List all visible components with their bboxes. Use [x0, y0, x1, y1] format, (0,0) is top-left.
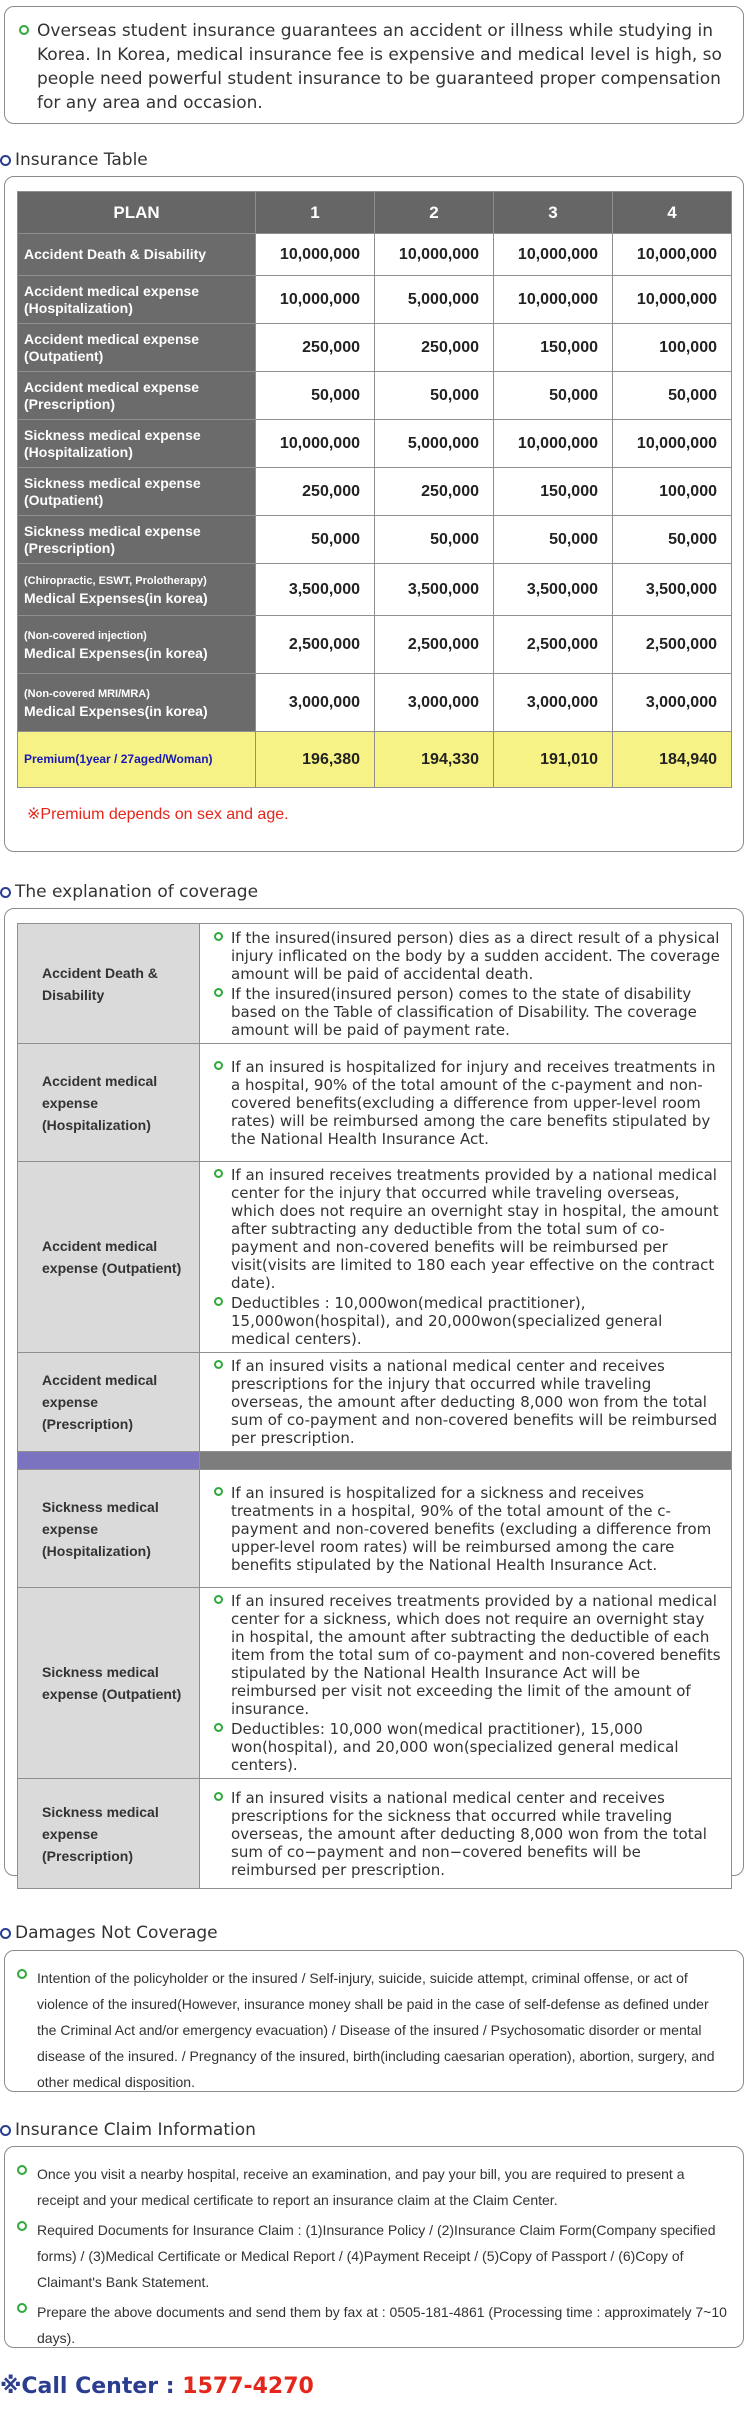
coverage-amount-cell: 150,000: [494, 324, 613, 372]
table-row: [18, 276, 732, 324]
coverage-amount-cell: 3,500,000: [613, 564, 732, 616]
table-row: [18, 468, 732, 516]
green-circle-icon: [214, 1595, 223, 1604]
claim-item: Prepare the above documents and send them by fax at : 0505-181-4861 (Processing time : approximately 7~10 days).: [37, 2304, 727, 2346]
blue-circle-icon: [0, 887, 11, 898]
coverage-row-description: [200, 1162, 732, 1353]
coverage-label-text: Accident medical expense (Hospitalization): [24, 282, 200, 316]
coverage-item: [214, 1357, 721, 1447]
table-row: [18, 234, 732, 276]
green-circle-icon: [19, 25, 29, 35]
coverage-amount-cell: 250,000: [256, 324, 375, 372]
green-circle-icon: [214, 1723, 223, 1732]
coverage-label: [18, 420, 256, 468]
coverage-row-description: [200, 1779, 732, 1889]
coverage-amount-cell: 10,000,000: [256, 276, 375, 324]
coverage-item-text: If an insured visits a national medical center and receives prescriptions for the injury that occurred while traveling overseas, the amount after deducting 8,000 won from the total sum of co-payment and non-covered benefits will be reimbursed per prescription.: [231, 1357, 718, 1447]
coverage-label: [18, 516, 256, 564]
coverage-amount-cell: 10,000,000: [494, 234, 613, 276]
coverage-item-text: If an insured receives treatments provided by a national medical center for the injury that occurred while traveling overseas, which does not require an overnight stay in hospital, the amount after subtracting any deductible from the total sum of co-payment and non-covered benefits will be reimbursed per visit(visits are limited to 180 each year effective on the contract date).: [231, 1166, 719, 1292]
coverage-item: [214, 1789, 721, 1879]
coverage-amount-cell: 50,000: [494, 372, 613, 420]
coverage-row: [18, 924, 732, 1044]
damages-heading: [0, 1923, 218, 1943]
coverage-sublabel: (Non-covered MRI/MRA): [24, 687, 150, 700]
premium-amount-cell: 191,010: [494, 732, 613, 788]
coverage-label-text: Sickness medical expense (Prescription): [24, 522, 201, 556]
coverage-item-text: If an insured is hospitalized for injury and receives treatments in a hospital, 90% of the total amount of the c-payment and non-covered benefits(excluding a difference from upper-level room rates) will be reimbursed among the care benefits stipulated by the National Health Insurance Act.: [231, 1057, 716, 1148]
green-circle-icon: [214, 1169, 223, 1178]
coverage-row-label: Sickness medical expense (Hospitalization): [18, 1470, 200, 1588]
green-circle-icon: [214, 988, 223, 997]
coverage-row-description: [200, 924, 732, 1044]
premium-row: [18, 732, 732, 788]
premium-amount-cell: 196,380: [256, 732, 375, 788]
coverage-item-text: Deductibles: 10,000 won(medical practitioner), 15,000 won(hospital), and 20,000 won(specialized general medical centers).: [231, 1720, 679, 1774]
coverage-amount-cell: 2,500,000: [375, 616, 494, 674]
coverage-row-label: Sickness medical expense (Outpatient): [18, 1588, 200, 1779]
coverage-amount-cell: 100,000: [613, 468, 732, 516]
coverage-row-label: Accident medical expense (Hospitalization): [18, 1044, 200, 1162]
coverage-item: [214, 985, 721, 1039]
coverage-item-text: If an insured is hospitalized for a sickness and receives treatments in a hospital, 90% of the total amount of the c-payment and non-covered benefits (excluding a difference from upper-level room rates) will be reimbursed among the care benefits stipulated by the National Health Insurance Act.: [231, 1483, 712, 1574]
coverage-item: [214, 1484, 721, 1574]
table-row: [18, 516, 732, 564]
plan-header: PLAN: [18, 192, 256, 234]
green-circle-icon: [214, 1360, 223, 1369]
damages-title: Damages Not Coverage: [15, 1923, 218, 1943]
coverage-amount-cell: 50,000: [494, 516, 613, 564]
coverage-item: [214, 929, 721, 983]
claim-item: Required Documents for Insurance Claim : (1)Insurance Policy / (2)Insurance Claim Form(Company specified forms) / (3)Medical Certificate or Medical Report / (4)Payment Receipt / (5)Copy of Passport / (6)Copy of Claimant's Bank Statement.: [37, 2222, 716, 2290]
claim-box: [4, 2146, 744, 2348]
table-row: [18, 616, 732, 674]
intro-text: Overseas student insurance guarantees an accident or illness while studying in Korea. In Korea, medical insurance fee is expensive and medical level is high, so people need powerful student insurance to be guaranteed proper compensation for any area and occasion.: [37, 21, 722, 113]
coverage-row: [18, 1353, 732, 1452]
coverage-amount-cell: 3,500,000: [494, 564, 613, 616]
plan-4-header: 4: [613, 192, 732, 234]
coverage-item-text: Deductibles : 10,000won(medical practitioner), 15,000won(hospital), and 20,000won(specialized general medical centers).: [231, 1294, 663, 1348]
green-circle-icon: [214, 1061, 223, 1070]
coverage-label: [18, 616, 256, 674]
coverage-table: [17, 923, 732, 1889]
coverage-item: [214, 1294, 721, 1348]
divider-cell: [18, 1452, 200, 1470]
coverage-amount-cell: 10,000,000: [256, 234, 375, 276]
plan-1-header: 1: [256, 192, 375, 234]
green-circle-icon: [17, 2221, 27, 2231]
coverage-row-label: Accident Death & Disability: [18, 924, 200, 1044]
coverage-amount-cell: 3,000,000: [375, 674, 494, 732]
damages-box: [4, 1950, 744, 2092]
coverage-row-description: [200, 1588, 732, 1779]
blue-circle-icon: [0, 1928, 11, 1939]
section-divider: [18, 1452, 732, 1470]
claim-item: Once you visit a nearby hospital, receive an examination, and pay your bill, you are required to present a receipt and your medical certificate to report an insurance claim at the Claim Center.: [37, 2166, 685, 2208]
coverage-row-description: [200, 1353, 732, 1452]
coverage-row-label: Accident medical expense (Outpatient): [18, 1162, 200, 1353]
coverage-amount-cell: 50,000: [256, 372, 375, 420]
coverage-amount-cell: 10,000,000: [613, 276, 732, 324]
premium-amount-cell: 194,330: [375, 732, 494, 788]
green-circle-icon: [214, 1792, 223, 1801]
claim-title: Insurance Claim Information: [15, 2120, 256, 2140]
coverage-amount-cell: 3,000,000: [256, 674, 375, 732]
coverage-label: [18, 468, 256, 516]
table-header-row: [18, 192, 732, 234]
coverage-amount-cell: 10,000,000: [375, 234, 494, 276]
coverage-label-text: Accident medical expense (Outpatient): [24, 330, 200, 364]
coverage-row: [18, 1588, 732, 1779]
coverage-amount-cell: 3,000,000: [613, 674, 732, 732]
coverage-box: [4, 908, 744, 1879]
coverage-row-description: [200, 1044, 732, 1162]
green-circle-icon: [214, 932, 223, 941]
green-circle-icon: [17, 2303, 27, 2313]
coverage-amount-cell: 250,000: [375, 468, 494, 516]
coverage-label-text: Accident medical expense (Prescription): [24, 378, 200, 412]
insurance-table-box: [4, 176, 744, 852]
coverage-label-text: Accident Death & Disability: [24, 246, 207, 262]
coverage-item-text: If the insured(insured person) comes to the state of disability based on the Table of classification of Disability. The coverage amount will be paid of payment rate.: [231, 984, 697, 1039]
coverage-amount-cell: 3,500,000: [375, 564, 494, 616]
coverage-amount-cell: 50,000: [375, 516, 494, 564]
coverage-amount-cell: 50,000: [375, 372, 494, 420]
coverage-amount-cell: 10,000,000: [494, 420, 613, 468]
coverage-label: [18, 324, 256, 372]
coverage-item-text: If an insured receives treatments provided by a national medical center for a sickness, which does not require an overnight stay in hospital, the amount after subtracting the deductible of each item from the total sum of co-payment and non-covered benefits stipulated by the National Health Insurance Act will be reimbursed per visit not exceeding the limit of the amount of insurance.: [231, 1592, 721, 1718]
coverage-amount-cell: 250,000: [375, 324, 494, 372]
coverage-label: [18, 564, 256, 616]
plan-2-header: 2: [375, 192, 494, 234]
insurance-table: [17, 191, 732, 788]
blue-circle-icon: [0, 155, 11, 166]
coverage-item-text: If the insured(insured person) dies as a direct result of a physical injury inflicated on the body by a sudden accident. The coverage amount will be paid of accidental death.: [231, 928, 720, 983]
coverage-label-text: Medical Expenses(in korea): [24, 589, 208, 606]
coverage-label-text: Sickness medical expense (Outpatient): [24, 474, 201, 508]
blue-circle-icon: [0, 2125, 11, 2136]
table-row: [18, 372, 732, 420]
coverage-item: [214, 1166, 721, 1292]
green-circle-icon: [17, 1969, 27, 1979]
coverage-amount-cell: 5,000,000: [375, 420, 494, 468]
coverage-row: [18, 1044, 732, 1162]
green-circle-icon: [214, 1487, 223, 1496]
coverage-row-label: Sickness medical expense (Prescription): [18, 1779, 200, 1889]
coverage-amount-cell: 10,000,000: [256, 420, 375, 468]
table-row: [18, 324, 732, 372]
coverage-label-text: Medical Expenses(in korea): [24, 644, 208, 661]
coverage-row: [18, 1779, 732, 1889]
coverage-item: [214, 1058, 721, 1148]
coverage-amount-cell: 3,500,000: [256, 564, 375, 616]
coverage-label: [18, 276, 256, 324]
coverage-amount-cell: 2,500,000: [494, 616, 613, 674]
call-center-label: ※Call Center :: [0, 2374, 183, 2399]
coverage-amount-cell: 50,000: [613, 372, 732, 420]
table-row: [18, 674, 732, 732]
coverage-item: [214, 1720, 721, 1774]
coverage-row-label: Accident medical expense (Prescription): [18, 1353, 200, 1452]
coverage-sublabel: (Non-covered injection): [24, 629, 147, 642]
coverage-label: [18, 674, 256, 732]
coverage-label-text: Sickness medical expense (Hospitalization): [24, 426, 201, 460]
claim-heading: [0, 2120, 256, 2140]
premium-note: ※Premium depends on sex and age.: [27, 806, 289, 823]
coverage-title: The explanation of coverage: [15, 882, 259, 902]
coverage-row: [18, 1162, 732, 1353]
coverage-amount-cell: 50,000: [613, 516, 732, 564]
coverage-amount-cell: 150,000: [494, 468, 613, 516]
coverage-sublabel: (Chiropractic, ESWT, Prolotherapy): [24, 574, 207, 587]
call-center-number[interactable]: 1577-4270: [182, 2374, 314, 2399]
coverage-label-text: Medical Expenses(in korea): [24, 702, 208, 719]
coverage-amount-cell: 3,000,000: [494, 674, 613, 732]
coverage-item-text: If an insured visits a national medical center and receives prescriptions for the sickness that occurred while traveling overseas, the amount after deducting 8,000 won from the total sum of co−payment and non−covered benefits will be reimbursed per prescription.: [231, 1788, 707, 1879]
coverage-amount-cell: 250,000: [256, 468, 375, 516]
coverage-row: [18, 1470, 732, 1588]
table-row: [18, 420, 732, 468]
coverage-amount-cell: 10,000,000: [613, 234, 732, 276]
coverage-amount-cell: 10,000,000: [613, 420, 732, 468]
plan-3-header: 3: [494, 192, 613, 234]
coverage-amount-cell: 50,000: [256, 516, 375, 564]
coverage-amount-cell: 100,000: [613, 324, 732, 372]
damages-text: Intention of the policyholder or the insured / Self-injury, suicide, suicide attempt, criminal offense, or act of violence of the insured(However, insurance money shall be paid in the case of self-defense as defined under the Criminal Act and/or emergency evacuation) / Disease of the insured / Psychosomatic disorder or mental disease of the insured. / Pregnancy of the insured, birth(including caesarian operation), abortion, surgery, and other medical disposition.: [37, 1970, 715, 2090]
coverage-amount-cell: 5,000,000: [375, 276, 494, 324]
coverage-amount-cell: 2,500,000: [256, 616, 375, 674]
table-row: [18, 564, 732, 616]
coverage-label: [18, 372, 256, 420]
intro-box: [4, 6, 744, 124]
green-circle-icon: [17, 2165, 27, 2175]
green-circle-icon: [214, 1297, 223, 1306]
coverage-row-description: [200, 1470, 732, 1588]
premium-amount-cell: 184,940: [613, 732, 732, 788]
divider-cell: [200, 1452, 732, 1470]
insurance-table-heading: [0, 150, 148, 170]
insurance-table-title: Insurance Table: [15, 150, 148, 170]
call-center: [0, 2374, 314, 2399]
premium-label: Premium(1year / 27aged/Woman): [18, 732, 256, 788]
coverage-label: [18, 234, 256, 276]
coverage-heading: [0, 882, 258, 902]
coverage-item: [214, 1592, 721, 1718]
coverage-amount-cell: 2,500,000: [613, 616, 732, 674]
coverage-amount-cell: 10,000,000: [494, 276, 613, 324]
